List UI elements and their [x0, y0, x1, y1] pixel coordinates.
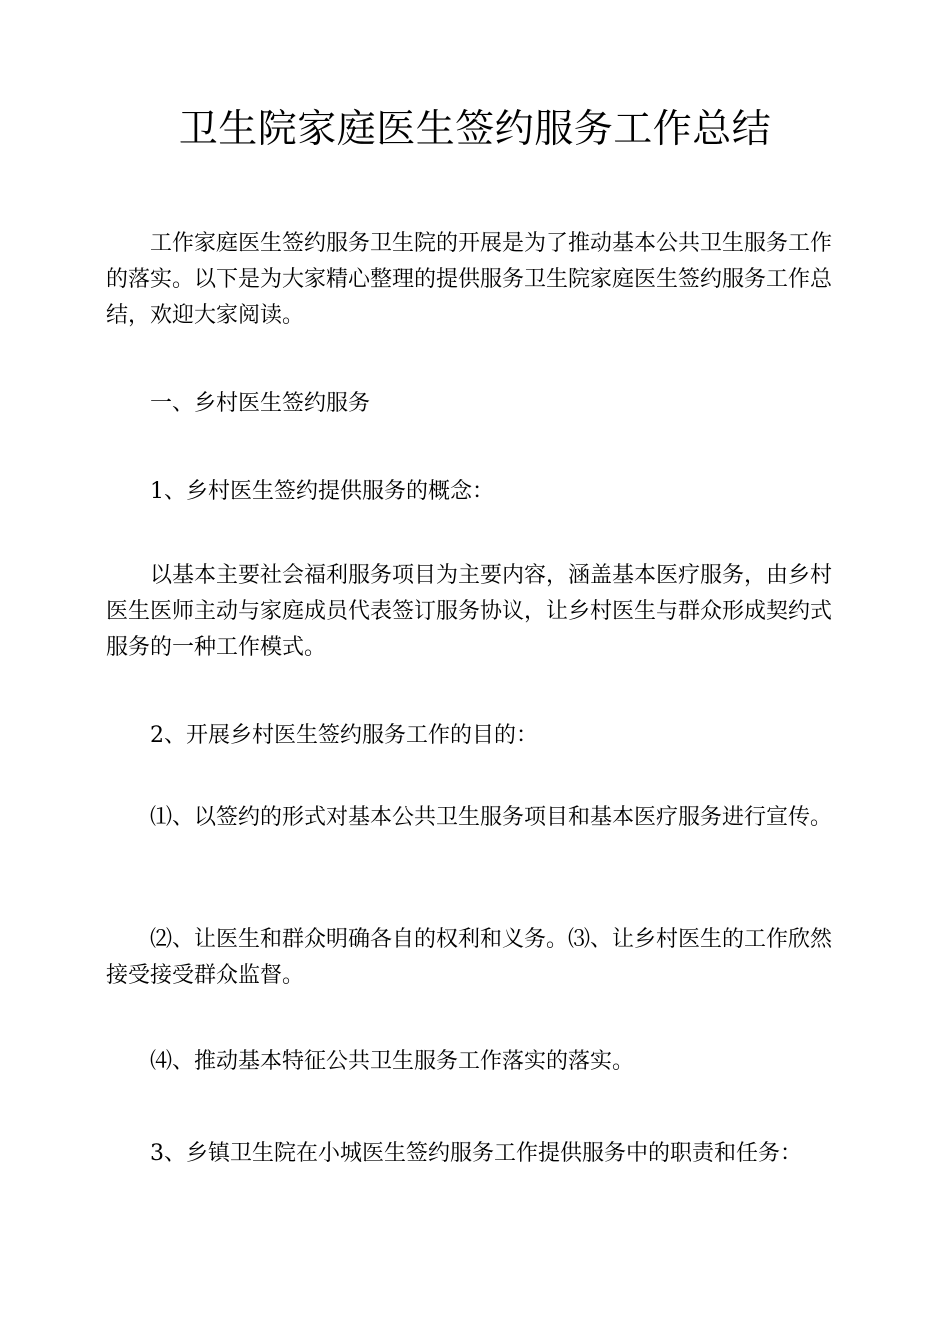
intro-paragraph: 工作家庭医生签约服务卫生院的开展是为了推动基本公共卫生服务工作的落实。以下是为大家精心整理的提供服务卫生院家庭医生签约服务工作总结，欢迎大家阅读。 — [106, 231, 833, 328]
document-title: 卫生院家庭医生签约服务工作总结 — [178, 107, 772, 152]
sub-item-1: ⑴、以签约的形式对基本公共卫生服务项目和基本医疗服务进行宣传。 — [150, 805, 833, 830]
sub-item-4: ⑷、推动基本特征公共卫生服务工作落实的落实。 — [150, 1049, 635, 1074]
item-heading-2: 2、开展乡村医生签约服务工作的目的： — [150, 723, 538, 748]
item-heading-3: 3、乡镇卫生院在小城医生签约服务工作提供服务中的职责和任务： — [150, 1141, 802, 1166]
section-heading-1: 一、乡村医生签约服务 — [150, 391, 371, 416]
definition-paragraph: 以基本主要社会福利服务项目为主要内容，涵盖基本医疗服务，由乡村医生医师主动与家庭成员代表签订服务协议，让乡村医生与群众形成契约式服务的一种工作模式。 — [106, 563, 833, 660]
sub-item-2-3: ⑵、让医生和群众明确各自的权利和义务。⑶、让乡村医生的工作欣然接受接受群众监督。 — [106, 927, 833, 988]
item-heading-1: 1、乡村医生签约提供服务的概念： — [150, 479, 494, 504]
